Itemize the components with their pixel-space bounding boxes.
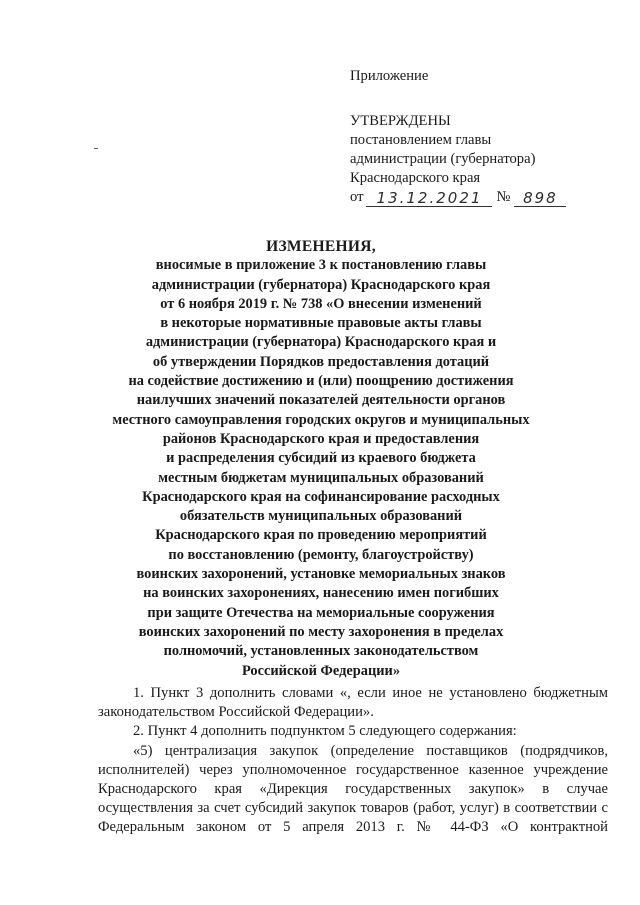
paragraph-3: «5) централизация закупок (определение поставщиков (подрядчиков, исполнителей) через уполномоченное государственное казенное учреждение Краснодарского края «Дирекция государственных закупок» в случае осуществления за счет субсидий закупок товаров (работ, услуг) в соответствии с Федеральным законом от 5 апреля 2013 г. № 44-ФЗ «О контрактной <box>98 742 608 836</box>
title-line: от 6 ноября 2019 г. № 738 «О внесении изменений <box>160 295 482 312</box>
paragraph-2: 2. Пункт 4 дополнить подпунктом 5 следующего содержания: <box>133 723 517 740</box>
title-line: районов Краснодарского края и предоставления <box>162 430 480 447</box>
handwritten-date: 13.12.2021 <box>366 190 492 207</box>
approval-line-1: постановлением главы <box>350 132 492 148</box>
handwritten-number: 898 <box>514 190 566 207</box>
title-line: и распределения субсидий из краевого бюджета <box>166 450 476 467</box>
title-line: местного самоуправления городских округов и муниципальных <box>112 411 530 428</box>
title-line: воинских захоронений по месту захоронения в пределах <box>138 623 504 640</box>
from-label: от <box>350 189 364 205</box>
title-line: по восстановлению (ремонту, благоустройству) <box>168 546 474 563</box>
title-line: администрации (губернатора) Краснодарского края и <box>145 334 497 351</box>
title-line: обязательств муниципальных образований <box>179 508 463 525</box>
appendix-label: Приложение <box>350 68 429 84</box>
title-line: наилучших значений показателей деятельности органов <box>136 392 506 409</box>
paragraph-1: 1. Пункт 3 дополнить словами «, если иное не установлено бюджетным законодательством Российской Федерации». <box>98 685 608 721</box>
title-line: в некоторые нормативные правовые акты главы <box>160 315 482 332</box>
title-heading: ИЗМЕНЕНИЯ, <box>266 238 376 255</box>
number-label: № <box>496 189 511 205</box>
title-line: при защите Отечества на мемориальные сооружения <box>147 604 495 621</box>
title-line: на воинских захоронениях, нанесению имен погибших <box>143 585 499 602</box>
title-line: вносимые в приложение 3 к постановлению главы <box>155 257 487 274</box>
approval-line-3: Краснодарского края <box>350 170 481 186</box>
approval-stamp <box>350 67 610 207</box>
document-title <box>96 237 546 681</box>
title-line: администрации (губернатора) Краснодарского края <box>151 276 491 293</box>
scan-speck <box>94 148 98 149</box>
title-line: Краснодарского края на софинансирование расходных <box>142 488 500 505</box>
title-line: об утверждении Порядков предоставления дотаций <box>152 353 490 370</box>
date-number-line <box>350 188 610 207</box>
title-line: Краснодарского края по проведению мероприятий <box>155 527 487 544</box>
approval-line-2: администрации (губернатора) <box>350 151 536 167</box>
title-line: Российской Федерации» <box>241 662 401 679</box>
title-line: воинских захоронений, установке мемориальных знаков <box>136 566 506 583</box>
title-line: на содействие достижению и (или) поощрению достижения <box>128 373 514 390</box>
approved-label: УТВЕРЖДЕНЫ <box>350 113 451 129</box>
title-line: полномочий, установленных законодательством <box>163 643 479 660</box>
document-body <box>98 684 608 838</box>
title-line: местным бюджетам муниципальных образований <box>158 469 484 486</box>
